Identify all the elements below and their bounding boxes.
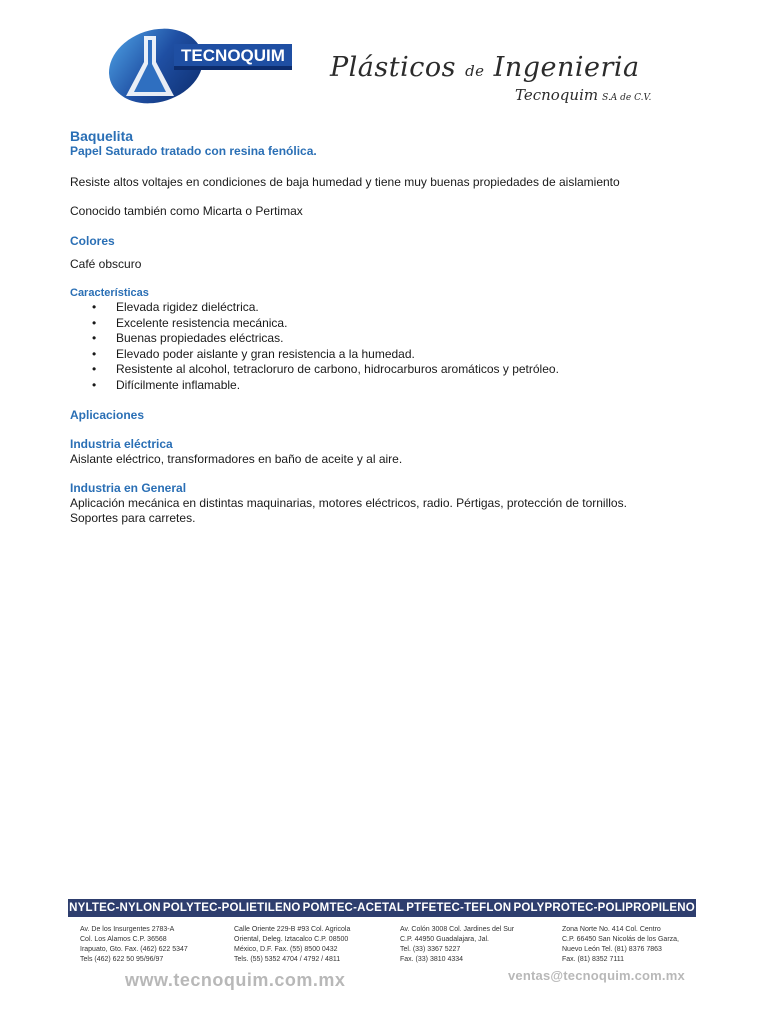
product-polipropileno: POLYPROTEC-POLIPROPILENO (513, 902, 695, 914)
product-teflon: PTFETEC-TEFLON (406, 902, 512, 914)
address-line: Fax. (81) 8352 7111 (562, 956, 625, 963)
address-irapuato (80, 925, 188, 965)
brand-company: Tecnoquim (515, 86, 599, 104)
address-line: C.P. 66450 San Nicolás de los Garza, (562, 936, 679, 943)
address-mexico (234, 925, 350, 965)
address-line: Nuevo León Tel. (81) 8376 7863 (562, 946, 662, 953)
email-link[interactable]: ventas@tecnoquim.com.mx (508, 968, 685, 983)
address-line: Fax. (33) 3810 4334 (400, 956, 464, 963)
brand-suffix: S.A de C.V. (602, 93, 652, 103)
address-line: Tels (462) 622 50 95/96/97 (80, 956, 164, 963)
electric-industry-heading: Industria eléctrica (70, 436, 173, 451)
address-line: Tel. (33) 3367 5227 (400, 946, 461, 953)
product-acetal: POMTEC-ACETAL (302, 902, 405, 914)
features-list (70, 300, 710, 394)
list-item: • Resistente al alcohol, tetracloruro de carbono, hidrocarburos aromáticos y petróleo. (92, 362, 710, 378)
aka-text: Conocido también como Micarta o Pertimax (70, 204, 303, 218)
address-line: Zona Norte No. 414 Col. Centro (562, 926, 661, 933)
document-body (70, 128, 710, 526)
logo-text: TECNOQUIM (181, 46, 285, 65)
address-line: Av. De los Insurgentes 2783-A (80, 926, 175, 933)
product-nylon: NYLTEC-NYLON (69, 902, 161, 914)
address-line: C.P. 44950 Guadalajara, Jal. (400, 936, 489, 943)
product-polietileno: POLYTEC-POLIETILENO (162, 902, 301, 914)
general-industry-heading: Industria en General (70, 480, 187, 495)
product-bar (68, 899, 696, 917)
address-line: México, D.F. Fax. (55) 8500 0432 (234, 946, 338, 953)
general-industry-text: Aplicación mecánica en distintas maquinarias, motores eléctricos, radio. Pértigas, protección de tornillos. (70, 495, 627, 510)
brand-word-plasticos: Plásticos (330, 52, 456, 83)
colors-heading: Colores (70, 234, 115, 248)
address-nuevo-leon (562, 925, 679, 965)
features-heading: Características (70, 287, 149, 299)
brand-word-ingenieria: Ingenieria (493, 52, 640, 83)
applications-heading: Aplicaciones (70, 407, 145, 422)
intro-text: Resiste altos voltajes en condiciones de baja humedad y tiene muy buenas propiedades de aislamiento (70, 175, 620, 189)
tecnoquim-logo (104, 22, 294, 108)
address-line: Tels. (55) 5352 4704 / 4792 / 4811 (234, 956, 341, 963)
address-line: Col. Los Alamos C.P. 36568 (80, 936, 167, 943)
list-item: • Buenas propiedades eléctricas. (92, 331, 710, 347)
page-title: Baquelita (70, 128, 134, 144)
address-line: Irapuato, Gto. Fax. (462) 622 5347 (80, 946, 188, 953)
list-item: • Elevada rigidez dieléctrica. (92, 300, 710, 316)
colors-value: Café obscuro (70, 257, 142, 271)
list-item: • Elevado poder aislante y gran resistencia a la humedad. (92, 347, 710, 363)
website-link[interactable]: www.tecnoquim.com.mx (125, 970, 346, 990)
list-item: • Difícilmente inflamable. (92, 378, 710, 394)
brand-word-de: de (465, 62, 485, 80)
footer (0, 895, 768, 1024)
address-line: Av. Colón 3008 Col. Jardines del Sur (400, 926, 515, 933)
header (0, 0, 768, 120)
address-guadalajara (400, 925, 514, 965)
general-industry-text-2: Soportes para carretes. (70, 510, 196, 525)
address-line: Oriental, Deleg. Iztacalco C.P. 08500 (234, 936, 349, 943)
page-subtitle: Papel Saturado tratado con resina fenólica. (70, 144, 317, 158)
brand-title (330, 52, 640, 83)
list-item: • Excelente resistencia mecánica. (92, 316, 710, 332)
brand-subtitle (515, 86, 651, 104)
electric-industry-text: Aislante eléctrico, transformadores en baño de aceite y al aire. (70, 451, 403, 466)
address-line: Calle Oriente 229-B #93 Col. Agricola (234, 926, 351, 933)
